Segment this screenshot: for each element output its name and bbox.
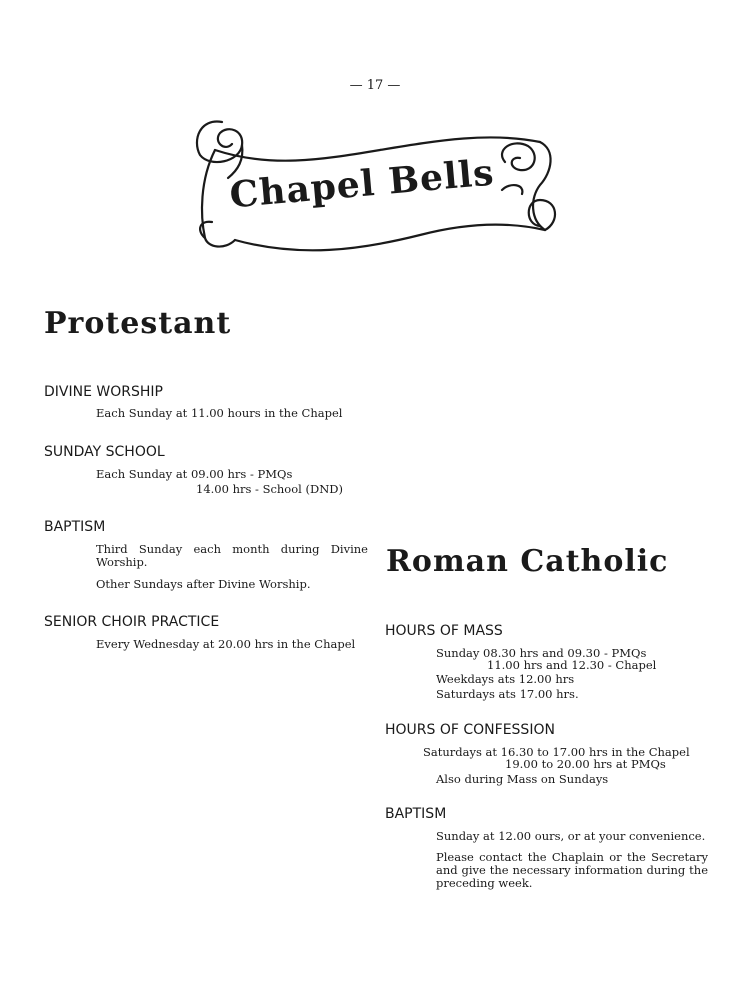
choir-practice-line-1: Every Wednesday at 20.00 hrs in the Chapel xyxy=(96,637,356,651)
catholic-baptism-line-2: Please contact the Chaplain or the Secretary and give the necessary information during the preceding week. xyxy=(436,850,708,890)
mass-line-4: Saturdays ats 17.00 hrs. xyxy=(436,687,579,701)
sunday-school-line-1: Each Sunday at 09.00 hrs - PMQs xyxy=(96,467,293,481)
divine-worship-line-1: Each Sunday at 11.00 hours in the Chapel xyxy=(96,406,343,420)
protestant-title: Protestant xyxy=(44,306,232,341)
protestant-baptism-heading: BAPTISM xyxy=(44,519,106,535)
confession-line-3: Also during Mass on Sundays xyxy=(436,772,609,786)
sunday-school-line-2: 14.00 hrs - School (DND) xyxy=(196,482,343,496)
protestant-baptism-line-2: Other Sundays after Divine Worship. xyxy=(96,577,311,591)
confession-line-1: Saturdays at 16.30 to 17.00 hrs in the Chapel xyxy=(423,745,690,759)
roman-catholic-title: Roman Catholic xyxy=(386,544,669,579)
catholic-baptism-line-1: Sunday at 12.00 ours, or at your convenience. xyxy=(436,829,706,843)
confession-line-2: 19.00 to 20.00 hrs at PMQs xyxy=(505,757,666,771)
sunday-school-heading: SUNDAY SCHOOL xyxy=(44,444,165,460)
mass-line-1: Sunday 08.30 hrs and 09.30 - PMQs xyxy=(436,646,647,660)
mass-line-2: 11.00 hrs and 12.30 - Chapel xyxy=(487,658,657,672)
protestant-baptism-line-1: Third Sunday each month during Divine Worship. xyxy=(96,542,368,569)
hours-of-mass-heading: HOURS OF MASS xyxy=(385,623,503,639)
mass-line-3: Weekdays ats 12.00 hrs xyxy=(436,672,575,686)
hours-of-confession-heading: HOURS OF CONFESSION xyxy=(385,722,555,738)
divine-worship-heading: DIVINE WORSHIP xyxy=(44,384,163,400)
choir-practice-heading: SENIOR CHOIR PRACTICE xyxy=(44,614,220,630)
banner-title: Chapel Bells xyxy=(227,151,497,217)
catholic-baptism-heading: BAPTISM xyxy=(385,806,447,822)
page-number: — 17 — xyxy=(349,78,401,93)
